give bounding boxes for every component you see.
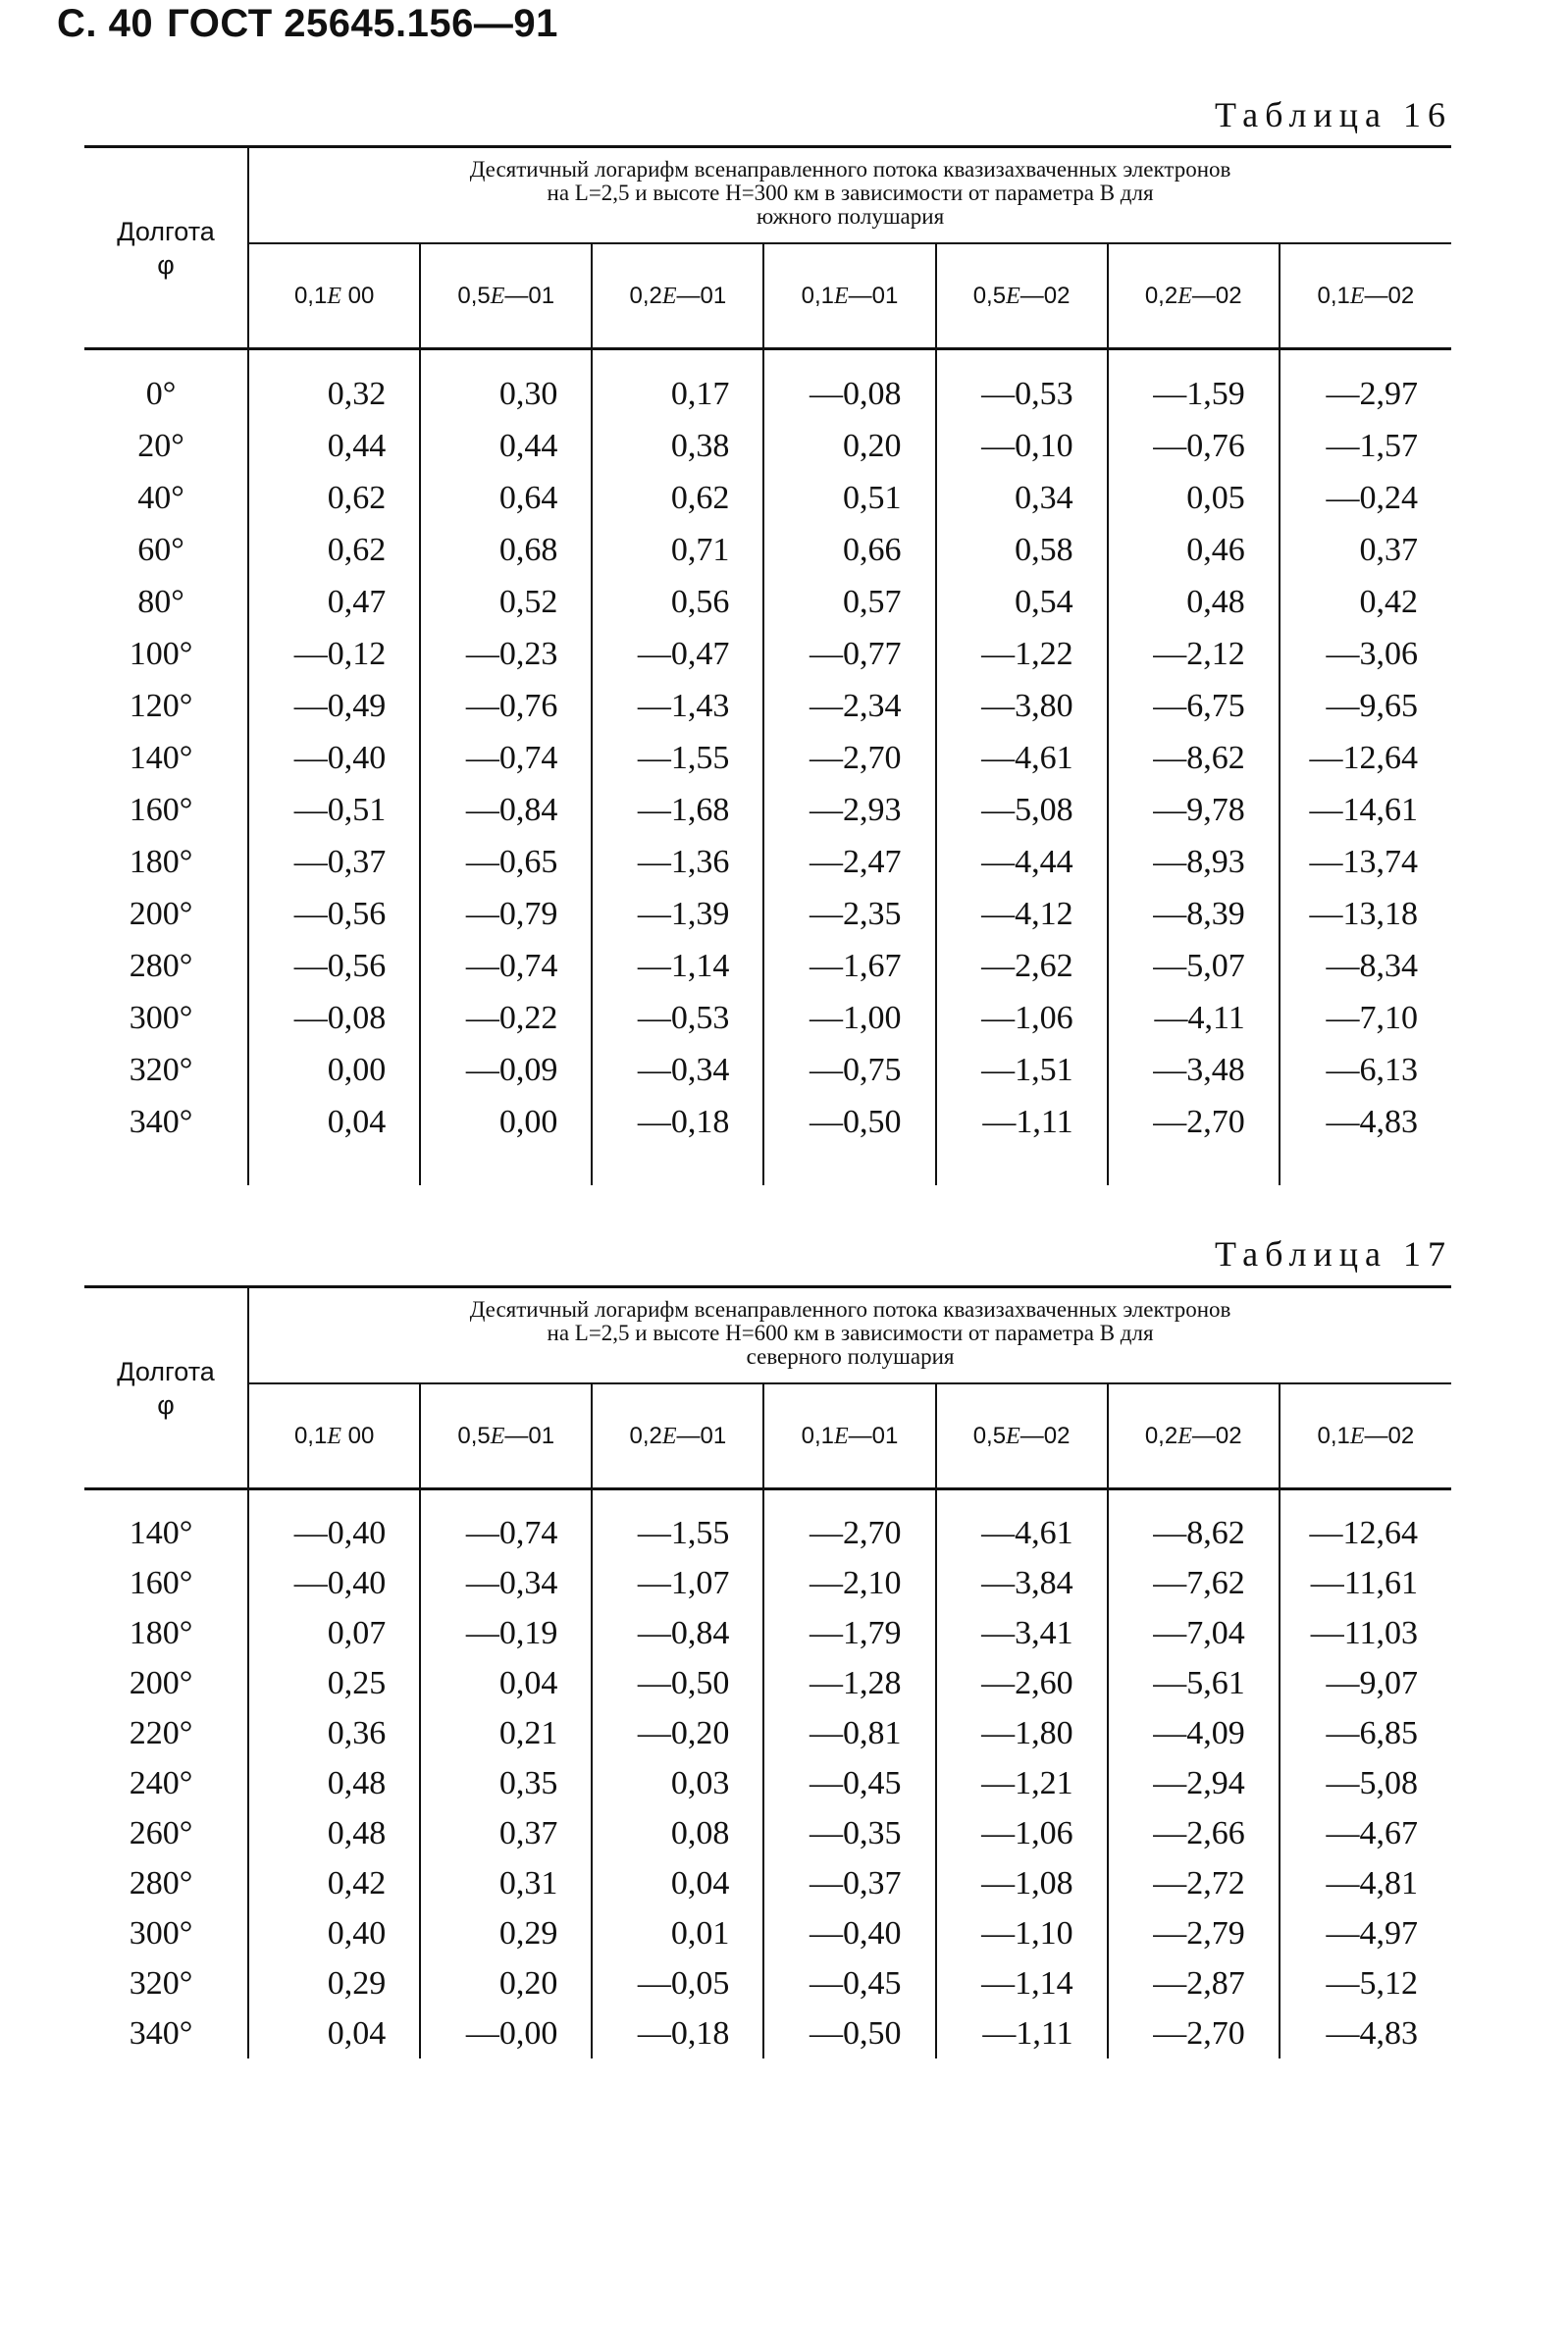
value-cell: —0,45 xyxy=(763,1758,935,1808)
value-cell: —0,19 xyxy=(420,1608,592,1658)
value-cell: —1,07 xyxy=(592,1558,763,1608)
table-16-caption: Таблица 16 xyxy=(1215,95,1452,134)
value-cell: —1,57 xyxy=(1280,420,1451,472)
value-cell: 0,04 xyxy=(248,1096,420,1148)
page-header xyxy=(57,2,558,46)
table-row xyxy=(84,1558,1451,1608)
value-cell: 0,64 xyxy=(420,472,592,524)
longitude-cell: 160° xyxy=(129,791,193,828)
value-cell: —2,70 xyxy=(763,1508,935,1558)
table-row xyxy=(84,472,1451,524)
parameter-e-symbol: E xyxy=(833,1423,849,1449)
value-cell: —0,81 xyxy=(763,1708,935,1758)
longitude-cell: 140° xyxy=(129,1514,193,1551)
value-cell: 0,20 xyxy=(763,420,935,472)
value-cell: —4,83 xyxy=(1280,2008,1451,2058)
parameter-e-symbol: E xyxy=(327,283,341,309)
longitude-cell: 40° xyxy=(137,479,184,516)
longitude-cell: 80° xyxy=(137,583,184,620)
parameter-e-symbol: E xyxy=(833,283,849,309)
value-cell: 0,17 xyxy=(592,368,763,420)
value-cell: 0,48 xyxy=(248,1808,420,1858)
value-cell: —5,07 xyxy=(1108,940,1280,992)
longitude-cell: 200° xyxy=(129,895,193,932)
value-cell: —0,79 xyxy=(420,888,592,940)
longitude-cell: 60° xyxy=(137,531,184,568)
value-cell: —2,12 xyxy=(1108,628,1280,680)
value-cell: 0,37 xyxy=(1280,524,1451,576)
value-cell: —2,47 xyxy=(763,836,935,888)
value-cell: —0,34 xyxy=(592,1044,763,1096)
parameter-header: 0,1E—01 xyxy=(763,243,935,349)
parameter-header: 0,1E 00 xyxy=(248,1383,420,1489)
value-cell: —1,79 xyxy=(763,1608,935,1658)
table-row xyxy=(84,576,1451,628)
value-cell: —1,55 xyxy=(592,732,763,784)
longitude-cell: 340° xyxy=(129,2014,193,2052)
value-cell: 0,62 xyxy=(592,472,763,524)
value-cell: —12,64 xyxy=(1280,732,1451,784)
value-cell: 0,07 xyxy=(248,1608,420,1658)
value-cell: —1,22 xyxy=(936,628,1108,680)
value-cell: 0,21 xyxy=(420,1708,592,1758)
value-cell: —8,62 xyxy=(1108,1508,1280,1558)
value-cell: —0,08 xyxy=(763,368,935,420)
value-cell: —4,83 xyxy=(1280,1096,1451,1148)
longitude-cell: 320° xyxy=(129,1051,193,1088)
description-line: Десятичный логарифм всенаправленного потока квазизахваченных электронов xyxy=(469,157,1231,182)
description-line: северного полушария xyxy=(746,1344,955,1369)
parameter-header: 0,5E—02 xyxy=(936,1383,1108,1489)
value-cell: —0,84 xyxy=(592,1608,763,1658)
value-cell: —4,12 xyxy=(936,888,1108,940)
parameter-header: 0,2E—02 xyxy=(1108,1383,1280,1489)
value-cell: —5,08 xyxy=(936,784,1108,836)
value-cell: —2,35 xyxy=(763,888,935,940)
table-16 xyxy=(84,145,1451,1185)
value-cell: —0,23 xyxy=(420,628,592,680)
longitude-cell: 140° xyxy=(129,739,193,776)
value-cell: —0,56 xyxy=(248,888,420,940)
parameter-e-symbol: E xyxy=(1349,1423,1365,1449)
value-cell: —9,07 xyxy=(1280,1658,1451,1708)
value-cell: 0,29 xyxy=(248,1958,420,2008)
value-cell: —4,81 xyxy=(1280,1858,1451,1908)
value-cell: —1,06 xyxy=(936,992,1108,1044)
value-cell: —0,24 xyxy=(1280,472,1451,524)
table-row xyxy=(84,732,1451,784)
value-cell: 0,62 xyxy=(248,524,420,576)
value-cell: 0,44 xyxy=(248,420,420,472)
value-cell: —0,65 xyxy=(420,836,592,888)
value-cell: —2,60 xyxy=(936,1658,1108,1708)
parameter-header: 0,1E 00 xyxy=(248,243,420,349)
table-row xyxy=(84,784,1451,836)
longitude-cell: 0° xyxy=(145,375,177,412)
table-row xyxy=(84,1508,1451,1558)
value-cell: 0,01 xyxy=(592,1908,763,1958)
value-cell: —2,70 xyxy=(1108,1096,1280,1148)
value-cell: 0,31 xyxy=(420,1858,592,1908)
value-cell: 0,52 xyxy=(420,576,592,628)
longitude-cell: 340° xyxy=(129,1103,193,1140)
longitude-header xyxy=(84,1287,248,1489)
value-cell: —0,53 xyxy=(936,368,1108,420)
table-row xyxy=(84,1908,1451,1958)
value-cell: 0,03 xyxy=(592,1758,763,1808)
value-cell: —1,43 xyxy=(592,680,763,732)
value-cell: —9,65 xyxy=(1280,680,1451,732)
parameter-header: 0,1E—02 xyxy=(1280,243,1451,349)
value-cell: —3,41 xyxy=(936,1608,1108,1658)
parameter-header: 0,5E—01 xyxy=(420,1383,592,1489)
table-description xyxy=(248,1287,1451,1384)
value-cell: —6,75 xyxy=(1108,680,1280,732)
value-cell: 0,58 xyxy=(936,524,1108,576)
table-row xyxy=(84,368,1451,420)
value-cell: 0,42 xyxy=(1280,576,1451,628)
longitude-cell: 240° xyxy=(129,1764,193,1801)
value-cell: 0,47 xyxy=(248,576,420,628)
table-row xyxy=(84,1858,1451,1908)
table-row xyxy=(84,1608,1451,1658)
value-cell: —0,56 xyxy=(248,940,420,992)
value-cell: —7,10 xyxy=(1280,992,1451,1044)
longitude-cell: 300° xyxy=(129,999,193,1036)
table-row xyxy=(84,524,1451,576)
value-cell: 0,37 xyxy=(420,1808,592,1858)
value-cell: —0,34 xyxy=(420,1558,592,1608)
description-line: на L=2,5 и высоте H=300 км в зависимости от параметра B для xyxy=(547,181,1154,205)
table-row xyxy=(84,1958,1451,2008)
value-cell: —4,09 xyxy=(1108,1708,1280,1758)
value-cell: —0,40 xyxy=(248,1508,420,1558)
value-cell: —0,75 xyxy=(763,1044,935,1096)
value-cell: 0,00 xyxy=(420,1096,592,1148)
longitude-cell: 20° xyxy=(137,427,184,464)
description-line: на L=2,5 и высоте H=600 км в зависимости от параметра B для xyxy=(547,1321,1154,1345)
value-cell: —1,51 xyxy=(936,1044,1108,1096)
value-cell: —4,44 xyxy=(936,836,1108,888)
parameter-e-symbol: E xyxy=(490,1423,505,1449)
description-line: Десятичный логарифм всенаправленного потока квазизахваченных электронов xyxy=(469,1297,1231,1322)
table-row xyxy=(84,1758,1451,1808)
value-cell: —0,51 xyxy=(248,784,420,836)
value-cell: —8,39 xyxy=(1108,888,1280,940)
value-cell: —1,80 xyxy=(936,1708,1108,1758)
longitude-label: Долгота xyxy=(117,1356,215,1386)
parameter-e-symbol: E xyxy=(661,1423,677,1449)
value-cell: —2,66 xyxy=(1108,1808,1280,1858)
table-row xyxy=(84,628,1451,680)
parameter-e-symbol: E xyxy=(490,283,505,309)
value-cell: —2,72 xyxy=(1108,1858,1280,1908)
longitude-cell: 180° xyxy=(129,1614,193,1651)
value-cell: 0,46 xyxy=(1108,524,1280,576)
value-cell: 0,29 xyxy=(420,1908,592,1958)
value-cell: 0,44 xyxy=(420,420,592,472)
value-cell: —5,08 xyxy=(1280,1758,1451,1808)
table-row xyxy=(84,420,1451,472)
value-cell: —0,00 xyxy=(420,2008,592,2058)
phi-symbol: φ xyxy=(157,249,175,280)
value-cell: —1,68 xyxy=(592,784,763,836)
value-cell: —13,18 xyxy=(1280,888,1451,940)
table-row xyxy=(84,992,1451,1044)
table-row xyxy=(84,1658,1451,1708)
value-cell: —1,55 xyxy=(592,1508,763,1558)
value-cell: 0,54 xyxy=(936,576,1108,628)
value-cell: —0,76 xyxy=(1108,420,1280,472)
table-row xyxy=(84,2008,1451,2058)
table-row xyxy=(84,1708,1451,1758)
value-cell: —11,03 xyxy=(1280,1608,1451,1658)
value-cell: 0,30 xyxy=(420,368,592,420)
value-cell: —0,05 xyxy=(592,1958,763,2008)
value-cell: 0,48 xyxy=(1108,576,1280,628)
table-row xyxy=(84,680,1451,732)
value-cell: 0,25 xyxy=(248,1658,420,1708)
value-cell: —1,39 xyxy=(592,888,763,940)
value-cell: —2,70 xyxy=(763,732,935,784)
value-cell: —2,79 xyxy=(1108,1908,1280,1958)
longitude-cell: 200° xyxy=(129,1664,193,1701)
value-cell: —1,10 xyxy=(936,1908,1108,1958)
value-cell: —6,85 xyxy=(1280,1708,1451,1758)
value-cell: —0,37 xyxy=(248,836,420,888)
page-number: С. 40 xyxy=(57,2,154,45)
value-cell: —1,14 xyxy=(592,940,763,992)
value-cell: 0,04 xyxy=(248,2008,420,2058)
table-row xyxy=(84,1808,1451,1858)
table-17-caption: Таблица 17 xyxy=(1215,1234,1452,1274)
value-cell: —0,53 xyxy=(592,992,763,1044)
value-cell: —1,14 xyxy=(936,1958,1108,2008)
value-cell: 0,00 xyxy=(248,1044,420,1096)
value-cell: —7,62 xyxy=(1108,1558,1280,1608)
table-row xyxy=(84,1096,1451,1148)
value-cell: —7,04 xyxy=(1108,1608,1280,1658)
value-cell: —0,50 xyxy=(592,1658,763,1708)
value-cell: 0,42 xyxy=(248,1858,420,1908)
value-cell: —0,10 xyxy=(936,420,1108,472)
value-cell: —4,11 xyxy=(1108,992,1280,1044)
value-cell: 0,48 xyxy=(248,1758,420,1808)
longitude-cell: 100° xyxy=(129,635,193,672)
value-cell: 0,08 xyxy=(592,1808,763,1858)
value-cell: —8,93 xyxy=(1108,836,1280,888)
parameter-e-symbol: E xyxy=(1177,1423,1192,1449)
parameter-header: 0,2E—02 xyxy=(1108,243,1280,349)
value-cell: —1,36 xyxy=(592,836,763,888)
value-cell: 0,04 xyxy=(592,1858,763,1908)
description-line: южного полушария xyxy=(756,204,945,229)
value-cell: —0,20 xyxy=(592,1708,763,1758)
longitude-cell: 260° xyxy=(129,1814,193,1851)
value-cell: —5,61 xyxy=(1108,1658,1280,1708)
value-cell: —0,49 xyxy=(248,680,420,732)
value-cell: —0,74 xyxy=(420,732,592,784)
value-cell: —0,50 xyxy=(763,1096,935,1148)
value-cell: —0,09 xyxy=(420,1044,592,1096)
value-cell: —0,37 xyxy=(763,1858,935,1908)
value-cell: —2,34 xyxy=(763,680,935,732)
parameter-e-symbol: E xyxy=(1006,283,1020,309)
value-cell: 0,34 xyxy=(936,472,1108,524)
value-cell: —1,59 xyxy=(1108,368,1280,420)
value-cell: —0,45 xyxy=(763,1958,935,2008)
parameter-header: 0,1E—01 xyxy=(763,1383,935,1489)
value-cell: —4,61 xyxy=(936,732,1108,784)
value-cell: —1,00 xyxy=(763,992,935,1044)
value-cell: —1,11 xyxy=(936,2008,1108,2058)
table-row xyxy=(84,888,1451,940)
parameter-header: 0,2E—01 xyxy=(592,243,763,349)
value-cell: —14,61 xyxy=(1280,784,1451,836)
value-cell: —3,06 xyxy=(1280,628,1451,680)
value-cell: —0,50 xyxy=(763,2008,935,2058)
parameter-e-symbol: E xyxy=(1006,1423,1020,1449)
value-cell: —0,74 xyxy=(420,940,592,992)
value-cell: —0,08 xyxy=(248,992,420,1044)
parameter-e-symbol: E xyxy=(661,283,677,309)
value-cell: —0,76 xyxy=(420,680,592,732)
value-cell: —1,21 xyxy=(936,1758,1108,1808)
value-cell: —8,62 xyxy=(1108,732,1280,784)
table-row xyxy=(84,836,1451,888)
parameter-header: 0,5E—01 xyxy=(420,243,592,349)
longitude-cell: 220° xyxy=(129,1714,193,1751)
value-cell: —2,10 xyxy=(763,1558,935,1608)
value-cell: 0,57 xyxy=(763,576,935,628)
value-cell: —1,11 xyxy=(936,1096,1108,1148)
table-description xyxy=(248,147,1451,244)
value-cell: —0,18 xyxy=(592,2008,763,2058)
value-cell: —0,40 xyxy=(248,1558,420,1608)
value-cell: —0,35 xyxy=(763,1808,935,1858)
parameter-header: 0,1E—02 xyxy=(1280,1383,1451,1489)
longitude-cell: 120° xyxy=(129,687,193,724)
value-cell: 0,05 xyxy=(1108,472,1280,524)
value-cell: 0,71 xyxy=(592,524,763,576)
parameter-e-symbol: E xyxy=(1349,283,1365,309)
value-cell: 0,35 xyxy=(420,1758,592,1808)
value-cell: —1,06 xyxy=(936,1808,1108,1858)
value-cell: —2,70 xyxy=(1108,2008,1280,2058)
value-cell: —0,74 xyxy=(420,1508,592,1558)
value-cell: 0,38 xyxy=(592,420,763,472)
value-cell: 0,51 xyxy=(763,472,935,524)
value-cell: —5,12 xyxy=(1280,1958,1451,2008)
value-cell: —13,74 xyxy=(1280,836,1451,888)
value-cell: 0,36 xyxy=(248,1708,420,1758)
parameter-e-symbol: E xyxy=(1177,283,1192,309)
value-cell: —9,78 xyxy=(1108,784,1280,836)
standard-number: ГОСТ 25645.156—91 xyxy=(167,2,558,45)
value-cell: —4,67 xyxy=(1280,1808,1451,1858)
longitude-cell: 300° xyxy=(129,1914,193,1952)
value-cell: —2,94 xyxy=(1108,1758,1280,1808)
value-cell: —0,47 xyxy=(592,628,763,680)
value-cell: —1,08 xyxy=(936,1858,1108,1908)
longitude-cell: 320° xyxy=(129,1964,193,2002)
phi-symbol: φ xyxy=(157,1389,175,1420)
value-cell: —0,18 xyxy=(592,1096,763,1148)
value-cell: —0,77 xyxy=(763,628,935,680)
value-cell: —0,12 xyxy=(248,628,420,680)
value-cell: —3,84 xyxy=(936,1558,1108,1608)
table-row xyxy=(84,940,1451,992)
table-17 xyxy=(84,1285,1451,2058)
value-cell: —1,28 xyxy=(763,1658,935,1708)
value-cell: —0,40 xyxy=(248,732,420,784)
value-cell: —3,48 xyxy=(1108,1044,1280,1096)
parameter-e-symbol: E xyxy=(327,1423,341,1449)
value-cell: —0,40 xyxy=(763,1908,935,1958)
value-cell: —11,61 xyxy=(1280,1558,1451,1608)
value-cell: 0,62 xyxy=(248,472,420,524)
value-cell: 0,20 xyxy=(420,1958,592,2008)
value-cell: —8,34 xyxy=(1280,940,1451,992)
value-cell: 0,40 xyxy=(248,1908,420,1958)
value-cell: —2,62 xyxy=(936,940,1108,992)
value-cell: —4,97 xyxy=(1280,1908,1451,1958)
value-cell: 0,32 xyxy=(248,368,420,420)
longitude-cell: 280° xyxy=(129,1864,193,1901)
value-cell: 0,66 xyxy=(763,524,935,576)
value-cell: 0,68 xyxy=(420,524,592,576)
value-cell: —6,13 xyxy=(1280,1044,1451,1096)
value-cell: —1,67 xyxy=(763,940,935,992)
value-cell: —2,97 xyxy=(1280,368,1451,420)
value-cell: —2,93 xyxy=(763,784,935,836)
value-cell: —4,61 xyxy=(936,1508,1108,1558)
value-cell: —0,22 xyxy=(420,992,592,1044)
value-cell: —12,64 xyxy=(1280,1508,1451,1558)
value-cell: —3,80 xyxy=(936,680,1108,732)
longitude-header xyxy=(84,147,248,349)
longitude-cell: 180° xyxy=(129,843,193,880)
value-cell: —0,84 xyxy=(420,784,592,836)
longitude-cell: 280° xyxy=(129,947,193,984)
value-cell: —2,87 xyxy=(1108,1958,1280,2008)
value-cell: 0,56 xyxy=(592,576,763,628)
value-cell: 0,04 xyxy=(420,1658,592,1708)
longitude-cell: 160° xyxy=(129,1564,193,1601)
parameter-header: 0,5E—02 xyxy=(936,243,1108,349)
longitude-label: Долгота xyxy=(117,216,215,246)
parameter-header: 0,2E—01 xyxy=(592,1383,763,1489)
table-row xyxy=(84,1044,1451,1096)
